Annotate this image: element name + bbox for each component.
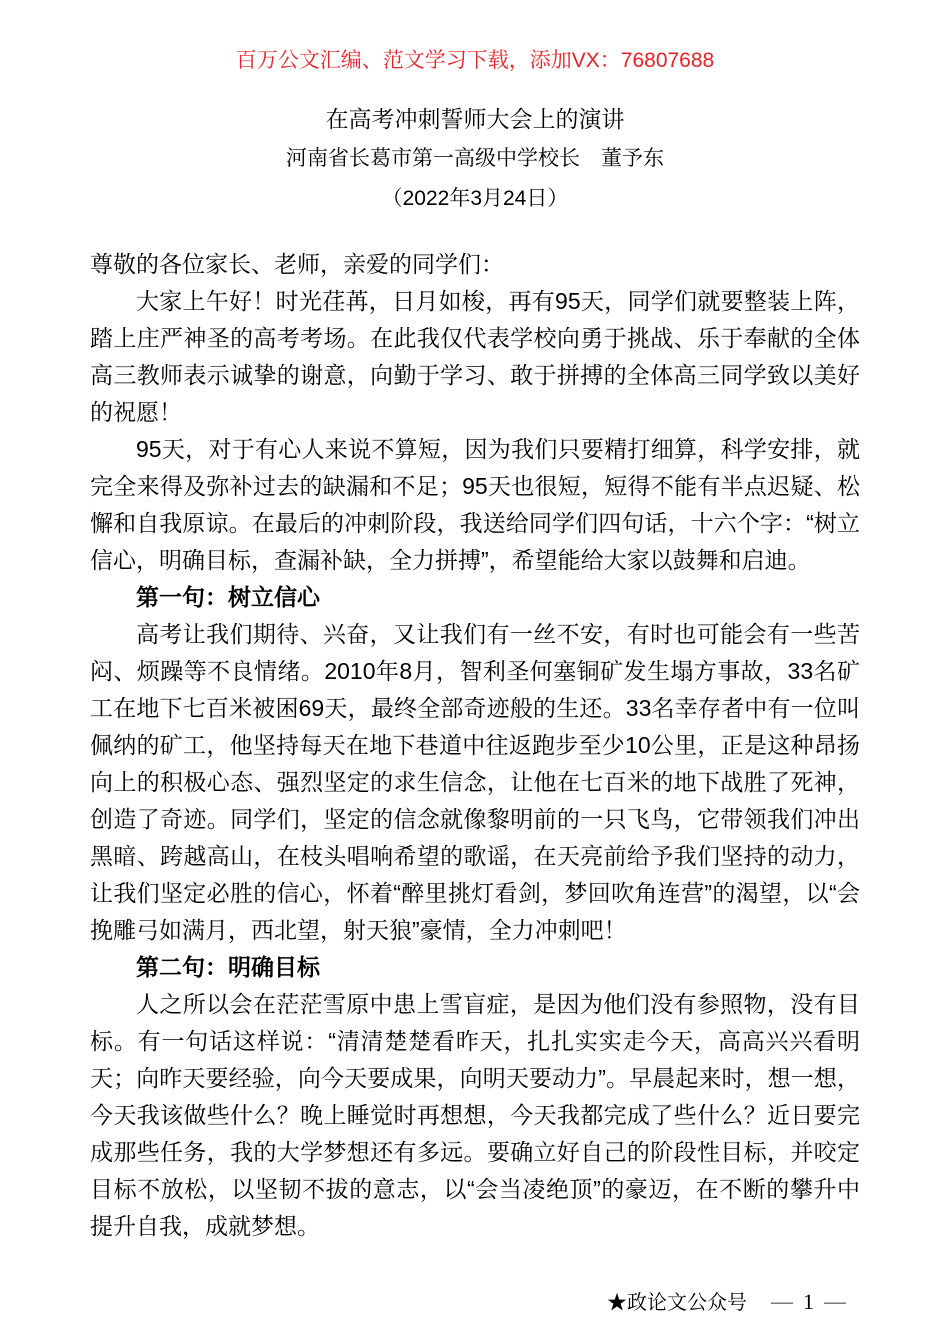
page-number-dash-right: — bbox=[824, 1289, 846, 1314]
section-heading: 第一句：树立信心 bbox=[136, 584, 320, 610]
paragraph: 大家上午好！时光荏苒，日月如梭，再有95天，同学们就要整装上阵，踏上庄严神圣的高考考场。在此我仅代表学校向勇于挑战、乐于奉献的全体高三教师表示诚挚的谢意，向勤于学习、敢于拼搏的全体高三同学致以美好的祝愿！ bbox=[90, 288, 860, 425]
date-line: （2022年3月24日） bbox=[381, 187, 569, 210]
title-block bbox=[0, 99, 950, 219]
footer-account-label: ★政论文公众号 bbox=[607, 1292, 747, 1314]
page-number-dash-left: — bbox=[771, 1289, 793, 1314]
page-number: 1 bbox=[803, 1289, 814, 1314]
section-heading: 第二句：明确目标 bbox=[136, 954, 320, 980]
page-footer bbox=[607, 1289, 856, 1316]
paragraph: 人之所以会在茫茫雪原中患上雪盲症，是因为他们没有参照物，没有目标。有一句话这样说：“清清楚楚看昨天，扎扎实实走今天，高高兴兴看明天；向昨天要经验，向今天要成果，向明天要动力”。早晨起来时，想一想，今天我该做些什么？晚上睡觉时再想想，今天我都完成了些什么？近日要完成那些任务，我的大学梦想还有多远。要确立好自己的阶段性目标，并咬定目标不放松，以坚韧不拔的意志，以“会当凌绝顶”的豪迈，在不断的攀升中提升自我，成就梦想。 bbox=[90, 991, 860, 1239]
author-line: 河南省长葛市第一高级中学校长 董予东 bbox=[286, 147, 664, 170]
salutation-line: 尊敬的各位家长、老师，亲爱的同学们： bbox=[90, 251, 504, 277]
paragraph: 95天，对于有心人来说不算短，因为我们只要精打细算，科学安排，就完全来得及弥补过去的缺漏和不足；95天也很短，短得不能有半点迟疑、松懈和自我原谅。在最后的冲刺阶段，我送给同学们四句话，十六个字：“树立信心，明确目标，查漏补缺，全力拼搏”，希望能给大家以鼓舞和启迪。 bbox=[90, 436, 860, 573]
document-body bbox=[90, 246, 860, 1245]
promo-notice: 百万公文汇编、范文学习下载，添加VX：76807688 bbox=[235, 49, 715, 72]
paragraph: 高考让我们期待、兴奋，又让我们有一丝不安，有时也可能会有一些苦闷、烦躁等不良情绪。2010年8月，智利圣何塞铜矿发生塌方事故，33名矿工在地下七百米被困69天，最终全部奇迹般的生还。33名幸存者中有一位叫佩纳的矿工，他坚持每天在地下巷道中往返跑步至少10公里，正是这种昂扬向上的积极心态、强烈坚定的求生信念，让他在七百米的地下战胜了死神，创造了奇迹。同学们，坚定的信念就像黎明前的一只飞鸟，它带领我们冲出黑暗、跨越高山，在枝头唱响希望的歌谣，在天亮前给予我们坚持的动力，让我们坚定必胜的信心，怀着“醉里挑灯看剑，梦回吹角连营”的渴望，以“会挽雕弓如满月，西北望，射天狼”豪情，全力冲刺吧！ bbox=[90, 621, 860, 943]
document-title: 在高考冲刺誓师大会上的演讲 bbox=[325, 106, 625, 132]
